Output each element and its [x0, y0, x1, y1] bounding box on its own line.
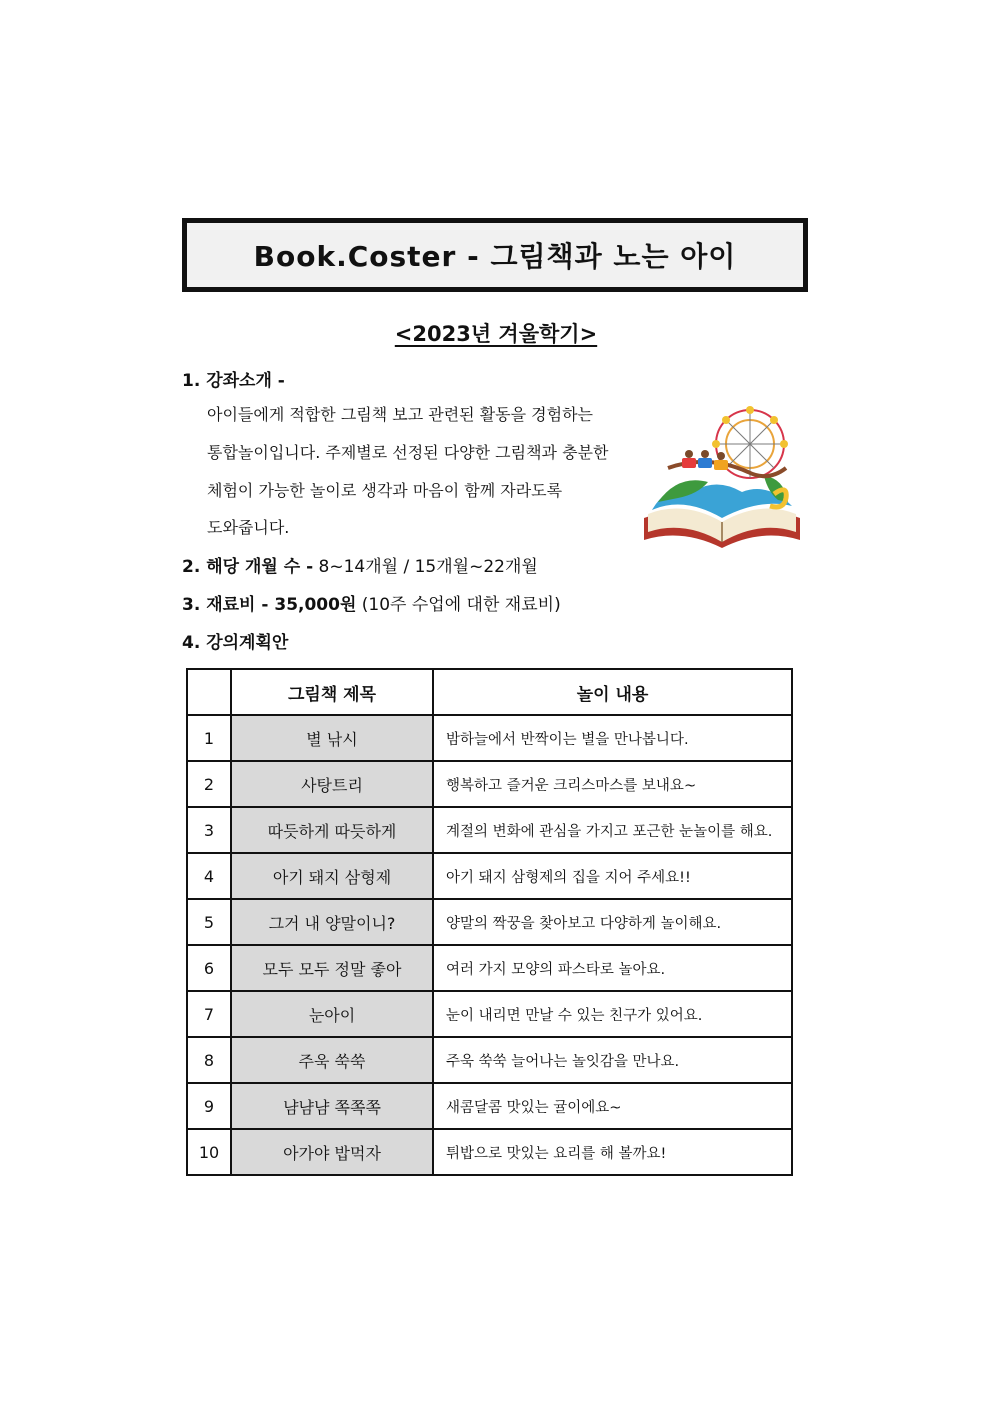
row-activity: 눈이 내리면 만날 수 있는 친구가 있어요. [433, 991, 792, 1037]
lesson-plan-table [186, 668, 793, 1176]
row-activity: 행복하고 즐거운 크리스마스를 보내요~ [433, 761, 792, 807]
semester-subtitle: <2023년 겨울학기> [394, 322, 598, 346]
row-number: 1 [187, 715, 231, 761]
fee-note: (10주 수업에 대한 재료비) [356, 595, 561, 615]
row-number: 3 [187, 807, 231, 853]
intro-line-1: 아이들에게 적합한 그림책 보고 관련된 활동을 경험하는 [207, 405, 594, 424]
table-row [187, 1129, 792, 1175]
table-row [187, 715, 792, 761]
row-book-title: 그거 내 양말이니? [231, 899, 433, 945]
row-activity: 양말의 짝꿍을 찾아보고 다양하게 놀이해요. [433, 899, 792, 945]
row-activity: 새콤달콤 맛있는 귤이에요~ [433, 1083, 792, 1129]
row-activity: 여러 가지 모양의 파스타로 놀아요. [433, 945, 792, 991]
table-row [187, 991, 792, 1037]
age-range [182, 552, 538, 577]
table-row [187, 853, 792, 899]
row-book-title: 모두 모두 정말 좋아 [231, 945, 433, 991]
row-number: 4 [187, 853, 231, 899]
row-number: 8 [187, 1037, 231, 1083]
table-row [187, 1037, 792, 1083]
table-header-row [187, 669, 792, 715]
table-row [187, 1083, 792, 1129]
header-activity: 놀이 내용 [433, 669, 792, 715]
table-row [187, 807, 792, 853]
row-number: 9 [187, 1083, 231, 1129]
age-label: 2. 해당 개월 수 - [182, 557, 314, 577]
intro-line-3: 체험이 가능한 놀이로 생각과 마음이 함께 자라도록 [207, 481, 563, 500]
row-book-title: 아기 돼지 삼형제 [231, 853, 433, 899]
row-number: 7 [187, 991, 231, 1037]
table-row [187, 899, 792, 945]
row-number: 2 [187, 761, 231, 807]
row-activity: 계절의 변화에 관심을 가지고 포근한 눈놀이를 해요. [433, 807, 792, 853]
row-book-title: 별 낚시 [231, 715, 433, 761]
row-number: 6 [187, 945, 231, 991]
row-activity: 튀밥으로 맛있는 요리를 해 볼까요! [433, 1129, 792, 1175]
header-book-title: 그림책 제목 [231, 669, 433, 715]
intro-heading: 1. 강좌소개 - [182, 371, 285, 391]
table-row [187, 945, 792, 991]
row-number: 10 [187, 1129, 231, 1175]
pop-up-book-ferris-wheel-icon [638, 398, 806, 550]
row-activity: 아기 돼지 삼형제의 집을 지어 주세요!! [433, 853, 792, 899]
header-num [187, 669, 231, 715]
row-number: 5 [187, 899, 231, 945]
row-book-title: 눈아이 [231, 991, 433, 1037]
row-book-title: 주욱 쑥쑥 [231, 1037, 433, 1083]
intro-line-2: 통합놀이입니다. 주제별로 선정된 다양한 그림책과 충분한 [207, 443, 609, 462]
plan-heading: 4. 강의계획안 [182, 633, 289, 653]
row-book-title: 사탕트리 [231, 761, 433, 807]
row-book-title: 따듯하게 따듯하게 [231, 807, 433, 853]
fee-label: 3. 재료비 - 35,000원 [182, 595, 357, 615]
row-book-title: 냠냠냠 쪽쪽쪽 [231, 1083, 433, 1129]
row-activity: 밤하늘에서 반짝이는 별을 만나봅니다. [433, 715, 792, 761]
intro-line-4: 도와줍니다. [207, 518, 290, 537]
material-fee [182, 590, 561, 615]
row-activity: 주욱 쑥쑥 늘어나는 놀잇감을 만나요. [433, 1037, 792, 1083]
title-box [182, 218, 808, 292]
page-title: Book.Coster - 그림책과 노는 아이 [253, 240, 737, 273]
row-book-title: 아가야 밥먹자 [231, 1129, 433, 1175]
age-value: 8~14개월 / 15개월~22개월 [313, 557, 538, 577]
table-row [187, 761, 792, 807]
